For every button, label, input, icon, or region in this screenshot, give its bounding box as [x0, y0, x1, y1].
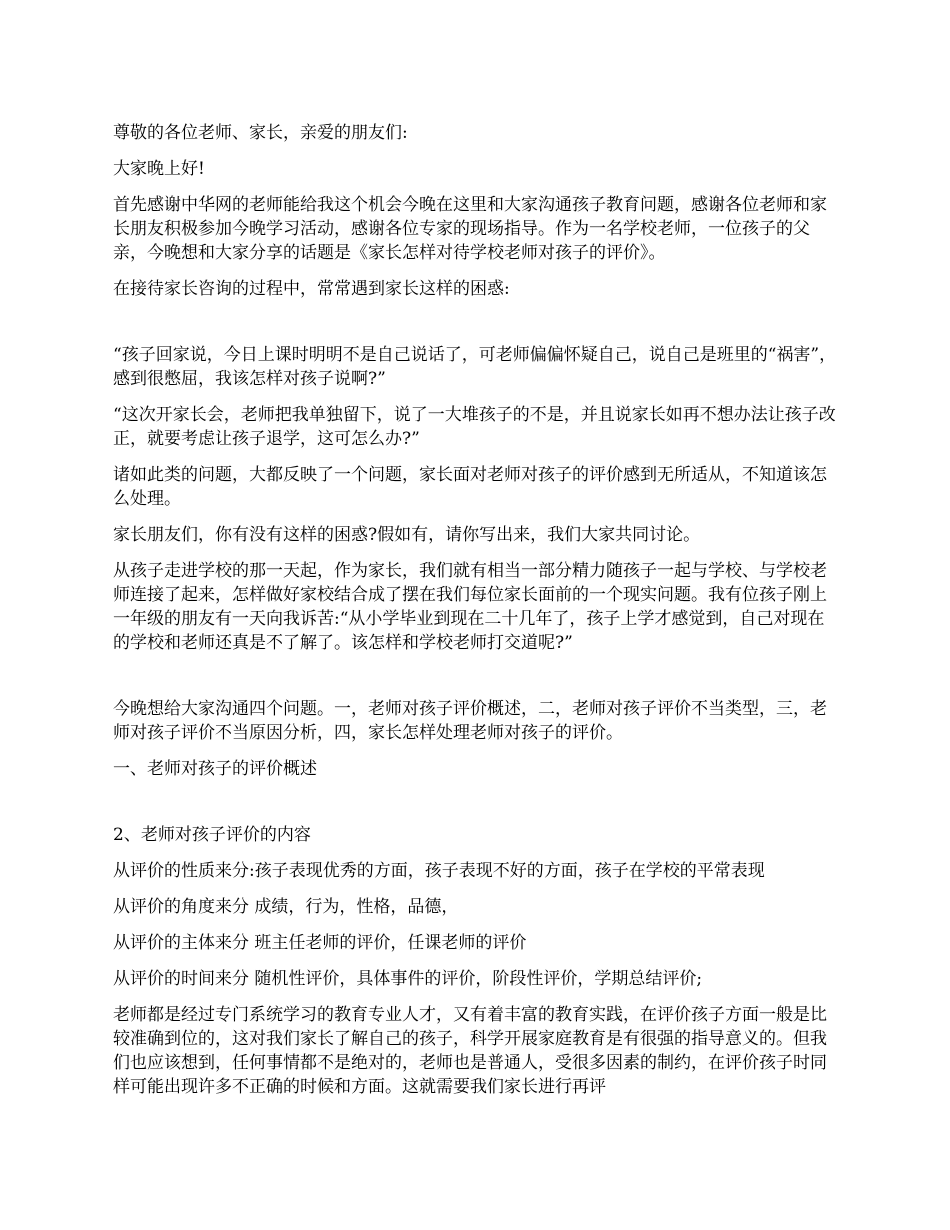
list-item: 从评价的主体来分 班主任老师的评价，任课老师的评价	[113, 933, 527, 953]
list-item: 从评价的角度来分 成绩，行为，性格，品德，	[113, 897, 459, 917]
subsection-heading-2: 2、老师对孩子评价的内容	[113, 825, 311, 845]
paragraph-school: 从孩子走进学校的那一天起，作为家长，我们就有相当一部分精力随孩子一起与学校、与学校老师连接了起来，怎样做好家校结合成了摆在我们每位家长面前的一个现实问题。我有位孩子刚上一年级的朋友有一天向我诉苦:“从小学毕业到现在二十几年了，孩子上学才感觉到，自己对现在的学校和老师还真是不了解了。该怎样和学校老师打交道呢?”	[113, 561, 827, 653]
paragraph-teachers: 老师都是经过专门系统学习的教育专业人才，又有着丰富的教育实践，在评价孩子方面一般是比较准确到位的，这对我们家长了解自己的孩子，科学开展家庭教育是有很强的指导意义的。但我们也应该想到，任何事情都不是绝对的，老师也是普通人，受很多因素的制约，在评价孩子时同样可能出现许多不正确的时候和方面。这就需要我们家长进行再评	[113, 1005, 827, 1097]
list-item: 从评价的性质来分:孩子表现优秀的方面，孩子表现不好的方面，孩子在学校的平常表现	[113, 861, 765, 881]
list-item: 从评价的时间来分 随机性评价，具体事件的评价，阶段性评价，学期总结评价;	[113, 969, 703, 989]
paragraph-confusion: 在接待家长咨询的过程中，常常遇到家长这样的困惑:	[113, 279, 510, 299]
quote-2: “这次开家长会，老师把我单独留下，说了一大堆孩子的不是，并且说家长如再不想办法让孩子改正，就要考虑让孩子退学，这可怎么办?”	[113, 405, 836, 449]
quote-1: “孩子回家说，今日上课时明明不是自己说话了，可老师偏偏怀疑自己，说自己是班里的“祸害”，感到很憋屈，我该怎样对孩子说啊?”	[113, 345, 837, 389]
greeting: 大家晚上好!	[113, 159, 205, 179]
document-body	[113, 121, 840, 1111]
section-heading-1: 一、老师对孩子的评价概述	[113, 759, 317, 779]
blank-gap	[113, 667, 840, 697]
paragraph-problems: 诸如此类的问题，大都反映了一个问题，家长面对老师对孩子的评价感到无所适从，不知道该怎么处理。	[113, 465, 827, 509]
blank-gap	[113, 313, 840, 343]
paragraph-discussion: 家长朋友们，你有没有这样的困惑?假如有，请你写出来，我们大家共同讨论。	[113, 525, 701, 545]
blank-gap	[113, 793, 840, 823]
paragraph-agenda: 今晚想给大家沟通四个问题。一，老师对孩子评价概述，二，老师对孩子评价不当类型，三，老师对孩子评价不当原因分析，四，家长怎样处理老师对孩子的评价。	[113, 699, 827, 743]
salutation: 尊敬的各位老师、家长，亲爱的朋友们:	[113, 123, 408, 143]
intro-paragraph: 首先感谢中华网的老师能给我这个机会今晚在这里和大家沟通孩子教育问题，感谢各位老师和家长朋友积极参加今晚学习活动，感谢各位专家的现场指导。作为一名学校老师，一位孩子的父亲，今晚想和大家分享的话题是《家长怎样对待学校老师对孩子的评价》。	[113, 195, 827, 263]
